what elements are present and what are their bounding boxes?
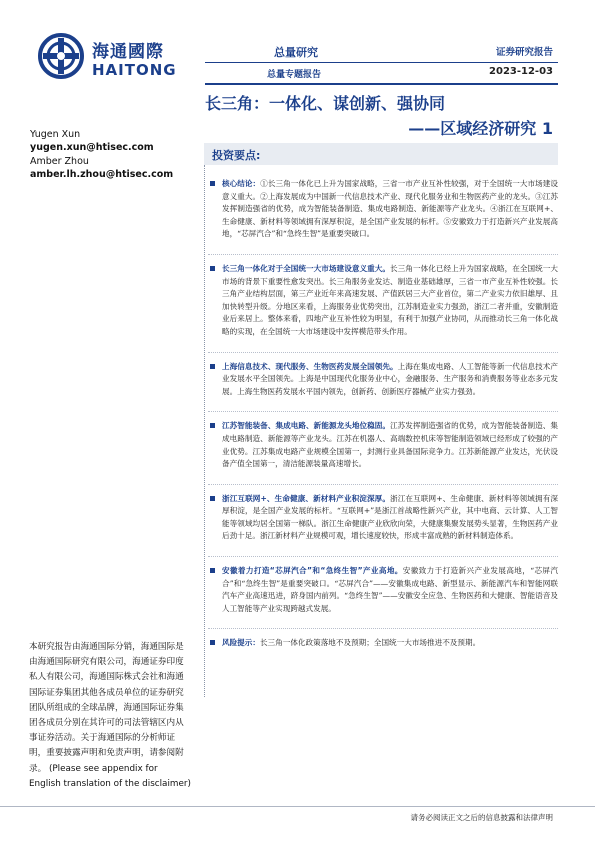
header-divider-thin: [205, 62, 558, 63]
bullet-icon: [210, 181, 215, 186]
author-email[interactable]: amber.lh.zhou@htisec.com: [30, 169, 174, 180]
logo-text-en: HAITONG: [92, 61, 177, 79]
footer-notice: 请务必阅读正文之后的信息披露和法律声明: [410, 813, 553, 822]
bullet-text: 江苏发挥制造强省的优势，成为智能装备制造、集成电路制造、新能源等产业龙头。江苏在机器人、高端数控机床等智能制造领域已经形成了较强的产业优势。江苏集成电路产业规模全国第一，封测行业具备国际竞争力。江苏新能源产业发达，光伏设备产值全国第一，清洁能源装量高速增长。: [222, 421, 559, 469]
author-block: [30, 128, 154, 154]
disclaimer-text-en: (Please see appendix for English translation of the disclaimer): [29, 763, 191, 789]
bullet-icon: [210, 364, 215, 369]
author-block: [30, 155, 173, 181]
disclaimer: [29, 640, 191, 792]
logo-text-cn: 海通國際: [92, 42, 164, 62]
report-date: 2023-12-03: [489, 66, 553, 77]
invest-highlights-list: [208, 178, 558, 663]
dotted-separator: [208, 628, 558, 629]
list-item: [208, 493, 558, 543]
bullet-lead: 风险提示：: [222, 638, 260, 648]
bullet-text: 上海在集成电路、人工智能等新一代信息技术产业发展水平全国领先。上海是中国现代化服务业中心，金融服务、生产服务和消费服务等业态多元发展。上海生物医药发展水平国内领先，创新药、创新医疗器械产业实力强劲。: [222, 361, 558, 396]
bullet-icon: [210, 568, 215, 573]
bullet-text: 浙江在互联网+、生命健康、新材料等领域拥有深厚积淀，是全国产业发展的标杆。“互联网+”是浙江首战略性新兴产业，其中电商、云计算、人工智能等领域均居全国第一梯队。浙江生命健康产业欣欣向荣，大健康集聚发展势头显著，生物医药产业后劲十足。浙江新材料产业规模可观，增长速度较快，形成丰富成熟的新材料制造体系。: [222, 493, 558, 541]
report-subtitle: ——区域经济研究 1: [408, 119, 553, 138]
disclaimer-text-cn: 本研究报告由海通国际分销，海通国际是由海通国际研究有限公司，海通证券印度私人有限公司，海通国际株式会社和海通国际证券集团其他各成员单位的证券研究团队所组成的全球品牌，海通国际证券集团各成员分别在其许可的司法管辖区内从事证券活动。关于海通国际的分析师证明，重要披露声明和免责声明，请参阅附录。: [29, 642, 184, 774]
list-item: [208, 263, 558, 339]
bullet-lead: 安徽着力打造“芯屏汽合”和“急终生智”产业高地。: [222, 566, 403, 576]
invest-highlights-title: 投资要点:: [212, 149, 261, 162]
invest-highlights-header: [204, 143, 558, 165]
list-item: [208, 637, 558, 650]
dotted-separator: [208, 411, 558, 412]
list-item: [208, 420, 558, 470]
bullet-text: 安徽致力于打造新兴产业发展高地，“芯屏汽合”和“急终生智”是重要突破口。“芯屏汽合”——安徽集成电路、新型显示、新能源汽车和智能网联汽车产业高速迅进，跻身国内前列。“急终生智”——安徽安全应急、生物医药和大健康、智能语音及人工智能等产业实现跨越式发展。: [222, 566, 558, 613]
dotted-separator: [208, 352, 558, 353]
author-email[interactable]: yugen.xun@htisec.com: [30, 142, 154, 153]
bullet-icon: [210, 496, 215, 501]
dotted-separator: [208, 254, 558, 255]
report-type: 证券研究报告: [495, 47, 553, 58]
bullet-lead: 长三角一体化对于全国统一大市场建设意义重大。: [222, 263, 391, 273]
bullet-icon: [210, 423, 215, 428]
bullet-icon: [210, 640, 215, 645]
bullet-text: ①长三角一体化已上升为国家战略，三省一市产业互补性较强，对于全国统一大市场建设意义重大。②上海发展成为中国新一代信息技术产业、现代化服务业和生物医药产业的龙头。③江苏发挥制造强省的优势，成为智能装备制造、集成电路制造、新能源等产业龙头。④浙江在互联网+、生命健康、新材料等领域拥有深厚积淀，是全国产业发展的标杆。⑤安徽致力于打造新兴产业发展高地，“芯屏汽合”和“急终生智”是重要突破口。: [222, 179, 558, 239]
bullet-icon: [210, 266, 215, 271]
bullet-text: 长三角一体化已经上升为国家战略，在全国统一大市场的背景下重要性愈发突出。长三角服务业发达、制造业基础雄厚，三省一市产业互补性较强。长三角产业结构层面，第三产业近年来高速发展、产值跃居三大产业首位，第二产业实力依旧雄厚、且加快转型升级。分地区来看，上海服务业优势突出，江苏制造业实力强劲，浙江二者并重，安徽制造业后来居上。整体来看，四地产业互补性较为明显，有利于加强产业协同，从而推动长三角一体化战略的实现，在全国统一大市场建设中发挥模范带头作用。: [222, 263, 559, 336]
list-item: [208, 565, 558, 615]
bullet-lead: 核心结论：: [222, 179, 261, 188]
bullet-lead: 浙江互联网+、生命健康、新材料产业积淀深厚。: [222, 493, 391, 503]
section-divider: [204, 165, 205, 697]
list-item: [208, 178, 558, 241]
author-name: Yugen Xun: [30, 129, 81, 140]
dotted-separator: [208, 484, 558, 485]
footer-divider: [0, 806, 595, 807]
report-subcategory: 总量专题报告: [267, 70, 322, 80]
author-name: Amber Zhou: [30, 156, 89, 167]
dotted-separator: [208, 556, 558, 557]
haitong-logo-icon: [38, 33, 84, 79]
report-category: 总量研究: [274, 46, 318, 59]
header-divider-thick: [205, 83, 558, 85]
bullet-text: 长三角一体化政策落地不及预期；全国统一大市场推进不及预期。: [259, 638, 481, 648]
bullet-lead: 江苏智能装备、集成电路、新能源龙头地位稳固。: [222, 421, 391, 431]
report-title: 长三角：一体化、谋创新、强协同: [205, 94, 446, 113]
list-item: [208, 361, 558, 399]
bullet-lead: 上海信息技术、现代服务、生物医药发展全国领先。: [222, 361, 398, 371]
